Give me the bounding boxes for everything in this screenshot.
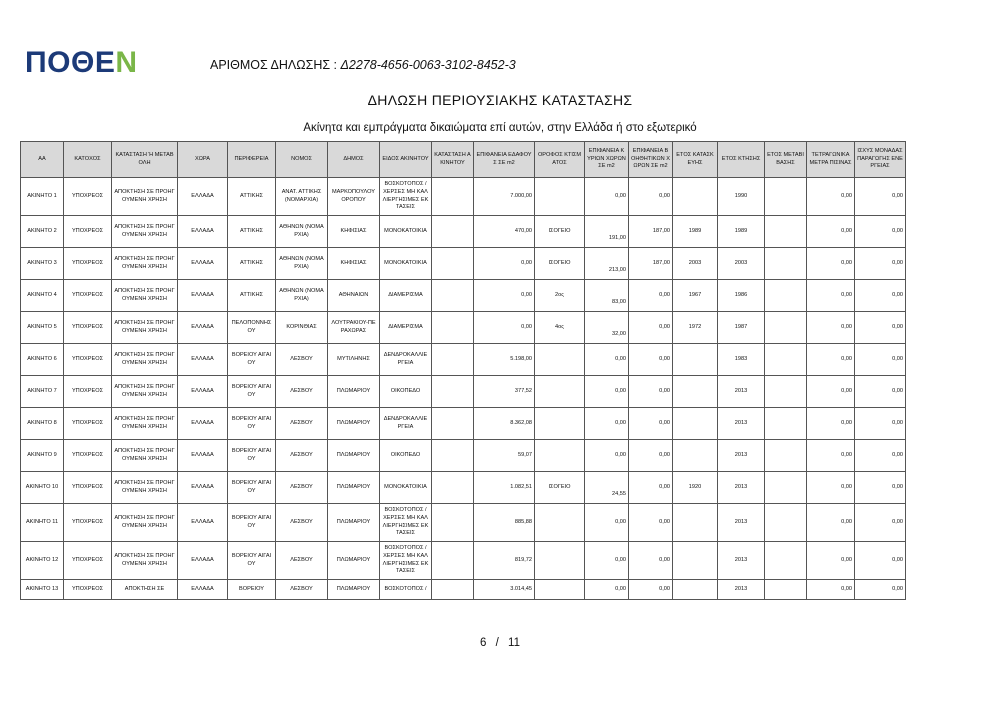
cell-holder: ΥΠΟΧΡΕΟΣ bbox=[64, 504, 112, 542]
cell-region: ΑΤΤΙΚΗΣ bbox=[228, 216, 276, 248]
cell-prefecture: ΛΕΣΒΟΥ bbox=[276, 408, 328, 440]
cell-pool-area: 0,00 bbox=[807, 376, 855, 408]
cell-property-type: ΔΙΑΜΕΡΙΣΜΑ bbox=[380, 312, 432, 344]
cell-property-type: ΔΕΝΔΡΟΚΑΛΛΙΕΡΓΕΙΑ bbox=[380, 408, 432, 440]
cell-region: ΒΟΡΕΙΟΥ ΑΙΓΑΙΟΥ bbox=[228, 472, 276, 504]
cell-main-area: 191,00 bbox=[585, 216, 629, 248]
cell-pool-area: 0,00 bbox=[807, 280, 855, 312]
cell-land-area: 885,88 bbox=[474, 504, 535, 542]
cell-municipality: ΠΛΩΜΑΡΙΟΥ bbox=[328, 376, 380, 408]
declaration-number: Δ2278-4656-0063-3102-8452-3 bbox=[340, 58, 516, 72]
cell-floor bbox=[535, 376, 585, 408]
cell-aa: ΑΚΙΝΗΤΟ 8 bbox=[21, 408, 64, 440]
page-title: ΔΗΛΩΣΗ ΠΕΡΙΟΥΣΙΑΚΗΣ ΚΑΤΑΣΤΑΣΗΣ bbox=[367, 92, 633, 108]
cell-construction-year bbox=[673, 504, 718, 542]
cell-country: ΕΛΛΑΔΑ bbox=[178, 408, 228, 440]
cell-main-area: 0,00 bbox=[585, 504, 629, 542]
cell-aux-area: 0,00 bbox=[629, 376, 673, 408]
cell-status: ΑΠΟΚΤΗΣΗ ΣΕ ΠΡΟΗΓΟΥΜΕΝΗ ΧΡΗΣΗ bbox=[112, 504, 178, 542]
cell-construction-year bbox=[673, 178, 718, 216]
cell-property-status bbox=[432, 216, 474, 248]
cell-region: ΠΕΛΟΠΟΝΝΗΣΟΥ bbox=[228, 312, 276, 344]
cell-transfer-year bbox=[765, 542, 807, 580]
cell-acquisition-year: 1990 bbox=[718, 178, 765, 216]
column-header: ΕΤΟΣ ΚΑΤΑΣΚΕΥΗΣ bbox=[673, 142, 718, 178]
cell-aux-area: 0,00 bbox=[629, 312, 673, 344]
column-header: ΟΡΟΦΟΣ ΚΤΙΣΜΑΤΟΣ bbox=[535, 142, 585, 178]
cell-property-type: ΒΟΣΚΟΤΟΠΟΣ / ΧΕΡΣΕΣ ΜΗ ΚΑΛΛΙΕΡΓΗΣΙΜΕΣ ΕΚΤΑΣΕΙΣ bbox=[380, 542, 432, 580]
cell-construction-year: 1989 bbox=[673, 216, 718, 248]
cell-land-area: 59,07 bbox=[474, 440, 535, 472]
cell-property-type: ΟΙΚΟΠΕΔΟ bbox=[380, 440, 432, 472]
cell-aux-area: 0,00 bbox=[629, 178, 673, 216]
page-subtitle: Ακίνητα και εμπράγματα δικαιώματα επί αυτών, στην Ελλάδα ή στο εξωτερικό bbox=[303, 122, 697, 134]
cell-property-status bbox=[432, 504, 474, 542]
cell-aa: ΑΚΙΝΗΤΟ 4 bbox=[21, 280, 64, 312]
cell-property-status bbox=[432, 178, 474, 216]
cell-transfer-year bbox=[765, 376, 807, 408]
table-row bbox=[21, 440, 906, 472]
cell-status: ΑΠΟΚΤΗΣΗ ΣΕ ΠΡΟΗΓΟΥΜΕΝΗ ΧΡΗΣΗ bbox=[112, 542, 178, 580]
cell-aa: ΑΚΙΝΗΤΟ 13 bbox=[21, 580, 64, 600]
cell-land-area: 7.000,00 bbox=[474, 178, 535, 216]
cell-municipality: ΜΥΤΙΛΗΝΗΣ bbox=[328, 344, 380, 376]
cell-construction-year: 1967 bbox=[673, 280, 718, 312]
cell-country: ΕΛΛΑΔΑ bbox=[178, 376, 228, 408]
cell-aa: ΑΚΙΝΗΤΟ 3 bbox=[21, 248, 64, 280]
cell-construction-year: 1972 bbox=[673, 312, 718, 344]
column-header: ΕΙΔΟΣ ΑΚΙΝΗΤΟΥ bbox=[380, 142, 432, 178]
cell-construction-year: 1920 bbox=[673, 472, 718, 504]
cell-acquisition-year: 1987 bbox=[718, 312, 765, 344]
cell-land-area: 470,00 bbox=[474, 216, 535, 248]
cell-property-type: ΔΕΝΔΡΟΚΑΛΛΙΕΡΓΕΙΑ bbox=[380, 344, 432, 376]
cell-floor bbox=[535, 344, 585, 376]
cell-pool-area: 0,00 bbox=[807, 216, 855, 248]
logo-accent: Ν bbox=[115, 46, 138, 79]
cell-municipality: ΠΛΩΜΑΡΙΟΥ bbox=[328, 472, 380, 504]
cell-construction-year bbox=[673, 542, 718, 580]
cell-property-status bbox=[432, 280, 474, 312]
cell-prefecture: ΑΘΗΝΩΝ (ΝΟΜΑΡΧΙΑ) bbox=[276, 248, 328, 280]
column-header: ΠΕΡΙΦΕΡΕΙΑ bbox=[228, 142, 276, 178]
cell-municipality: ΠΛΩΜΑΡΙΟΥ bbox=[328, 580, 380, 600]
cell-aa: ΑΚΙΝΗΤΟ 12 bbox=[21, 542, 64, 580]
cell-status: ΑΠΟΚΤΗΣΗ ΣΕ ΠΡΟΗΓΟΥΜΕΝΗ ΧΡΗΣΗ bbox=[112, 280, 178, 312]
table-row bbox=[21, 408, 906, 440]
cell-aux-area: 187,00 bbox=[629, 248, 673, 280]
cell-power: 0,00 bbox=[855, 440, 906, 472]
cell-holder: ΥΠΟΧΡΕΟΣ bbox=[64, 376, 112, 408]
column-header: ΝΟΜΟΣ bbox=[276, 142, 328, 178]
cell-floor bbox=[535, 178, 585, 216]
cell-country: ΕΛΛΑΔΑ bbox=[178, 312, 228, 344]
cell-holder: ΥΠΟΧΡΕΟΣ bbox=[64, 408, 112, 440]
cell-region: ΒΟΡΕΙΟΥ bbox=[228, 580, 276, 600]
cell-acquisition-year: 2003 bbox=[718, 248, 765, 280]
cell-holder: ΥΠΟΧΡΕΟΣ bbox=[64, 440, 112, 472]
cell-pool-area: 0,00 bbox=[807, 504, 855, 542]
cell-prefecture: ΛΕΣΒΟΥ bbox=[276, 472, 328, 504]
cell-country: ΕΛΛΑΔΑ bbox=[178, 280, 228, 312]
cell-municipality: ΚΗΦΙΣΙΑΣ bbox=[328, 248, 380, 280]
cell-region: ΒΟΡΕΙΟΥ ΑΙΓΑΙΟΥ bbox=[228, 344, 276, 376]
cell-power: 0,00 bbox=[855, 216, 906, 248]
cell-main-area: 0,00 bbox=[585, 376, 629, 408]
cell-transfer-year bbox=[765, 312, 807, 344]
cell-property-type: ΒΟΣΚΟΤΟΠΟΣ / ΧΕΡΣΕΣ ΜΗ ΚΑΛΛΙΕΡΓΗΣΙΜΕΣ ΕΚΤΑΣΕΙΣ bbox=[380, 178, 432, 216]
cell-acquisition-year: 1983 bbox=[718, 344, 765, 376]
cell-aux-area: 187,00 bbox=[629, 216, 673, 248]
cell-acquisition-year: 2013 bbox=[718, 580, 765, 600]
page-footer bbox=[0, 637, 1000, 649]
cell-main-area: 0,00 bbox=[585, 344, 629, 376]
cell-property-type: ΒΟΣΚΟΤΟΠΟΣ / bbox=[380, 580, 432, 600]
cell-prefecture: ΑΝΑΤ. ΑΤΤΙΚΗΣ (ΝΟΜΑΡΧΙΑ) bbox=[276, 178, 328, 216]
cell-aa: ΑΚΙΝΗΤΟ 11 bbox=[21, 504, 64, 542]
cell-power: 0,00 bbox=[855, 580, 906, 600]
cell-status: ΑΠΟΚΤΗΣΗ ΣΕ ΠΡΟΗΓΟΥΜΕΝΗ ΧΡΗΣΗ bbox=[112, 216, 178, 248]
cell-holder: ΥΠΟΧΡΕΟΣ bbox=[64, 312, 112, 344]
cell-region: ΑΤΤΙΚΗΣ bbox=[228, 248, 276, 280]
cell-construction-year bbox=[673, 344, 718, 376]
cell-status: ΑΠΟΚΤΗΣΗ ΣΕ ΠΡΟΗΓΟΥΜΕΝΗ ΧΡΗΣΗ bbox=[112, 248, 178, 280]
cell-acquisition-year: 2013 bbox=[718, 472, 765, 504]
cell-municipality: ΠΛΩΜΑΡΙΟΥ bbox=[328, 542, 380, 580]
table-row bbox=[21, 312, 906, 344]
cell-municipality: ΠΛΩΜΑΡΙΟΥ bbox=[328, 504, 380, 542]
cell-country: ΕΛΛΑΔΑ bbox=[178, 216, 228, 248]
table-row bbox=[21, 472, 906, 504]
cell-floor bbox=[535, 408, 585, 440]
cell-aa: ΑΚΙΝΗΤΟ 5 bbox=[21, 312, 64, 344]
cell-property-type: ΜΟΝΟΚΑΤΟΙΚΙΑ bbox=[380, 472, 432, 504]
cell-transfer-year bbox=[765, 248, 807, 280]
cell-country: ΕΛΛΑΔΑ bbox=[178, 472, 228, 504]
cell-region: ΒΟΡΕΙΟΥ ΑΙΓΑΙΟΥ bbox=[228, 408, 276, 440]
column-header: ΚΑΤΑΣΤΑΣΗ ΑΚΙΝΗΤΟΥ bbox=[432, 142, 474, 178]
cell-status: ΑΠΟΚΤΗΣΗ ΣΕ ΠΡΟΗΓΟΥΜΕΝΗ ΧΡΗΣΗ bbox=[112, 344, 178, 376]
cell-main-area: 0,00 bbox=[585, 178, 629, 216]
cell-aux-area: 0,00 bbox=[629, 344, 673, 376]
cell-prefecture: ΛΕΣΒΟΥ bbox=[276, 580, 328, 600]
cell-land-area: 1.082,51 bbox=[474, 472, 535, 504]
cell-property-status bbox=[432, 376, 474, 408]
cell-holder: ΥΠΟΧΡΕΟΣ bbox=[64, 178, 112, 216]
cell-acquisition-year: 2013 bbox=[718, 408, 765, 440]
cell-main-area: 0,00 bbox=[585, 542, 629, 580]
cell-power: 0,00 bbox=[855, 504, 906, 542]
cell-main-area: 0,00 bbox=[585, 440, 629, 472]
cell-region: ΑΤΤΙΚΗΣ bbox=[228, 178, 276, 216]
cell-land-area: 0,00 bbox=[474, 280, 535, 312]
table-header-row bbox=[21, 142, 906, 178]
cell-country: ΕΛΛΑΔΑ bbox=[178, 580, 228, 600]
cell-municipality: ΑΘΗΝΑΙΩΝ bbox=[328, 280, 380, 312]
cell-property-type: ΔΙΑΜΕΡΙΣΜΑ bbox=[380, 280, 432, 312]
cell-transfer-year bbox=[765, 408, 807, 440]
cell-main-area: 24,55 bbox=[585, 472, 629, 504]
cell-holder: ΥΠΟΧΡΕΟΣ bbox=[64, 542, 112, 580]
table-row bbox=[21, 344, 906, 376]
cell-municipality: ΠΛΩΜΑΡΙΟΥ bbox=[328, 408, 380, 440]
cell-acquisition-year: 1989 bbox=[718, 216, 765, 248]
table-row bbox=[21, 504, 906, 542]
cell-main-area: 213,00 bbox=[585, 248, 629, 280]
cell-construction-year: 2003 bbox=[673, 248, 718, 280]
cell-property-type: ΜΟΝΟΚΑΤΟΙΚΙΑ bbox=[380, 216, 432, 248]
cell-region: ΒΟΡΕΙΟΥ ΑΙΓΑΙΟΥ bbox=[228, 376, 276, 408]
cell-status: ΑΠΟΚΤΗΣΗ ΣΕ ΠΡΟΗΓΟΥΜΕΝΗ ΧΡΗΣΗ bbox=[112, 440, 178, 472]
column-header: ΙΣΧΥΣ ΜΟΝΑΔΑΣ ΠΑΡΑΓΩΓΗΣ ΕΝΕΡΓΕΙΑΣ bbox=[855, 142, 906, 178]
cell-aa: ΑΚΙΝΗΤΟ 6 bbox=[21, 344, 64, 376]
cell-aa: ΑΚΙΝΗΤΟ 1 bbox=[21, 178, 64, 216]
cell-transfer-year bbox=[765, 472, 807, 504]
cell-region: ΑΤΤΙΚΗΣ bbox=[228, 280, 276, 312]
column-header: ΕΠΙΦΑΝΕΙΑ ΕΔΑΦΟΥΣ ΣΕ m2 bbox=[474, 142, 535, 178]
column-header: ΔΗΜΟΣ bbox=[328, 142, 380, 178]
logo bbox=[25, 48, 138, 78]
table-row bbox=[21, 248, 906, 280]
cell-prefecture: ΛΕΣΒΟΥ bbox=[276, 504, 328, 542]
cell-property-status bbox=[432, 312, 474, 344]
cell-acquisition-year: 2013 bbox=[718, 542, 765, 580]
cell-acquisition-year: 1986 bbox=[718, 280, 765, 312]
cell-construction-year bbox=[673, 376, 718, 408]
cell-land-area: 819,72 bbox=[474, 542, 535, 580]
column-header: ΚΑΤΟΧΟΣ bbox=[64, 142, 112, 178]
cell-holder: ΥΠΟΧΡΕΟΣ bbox=[64, 472, 112, 504]
cell-property-status bbox=[432, 344, 474, 376]
column-header: ΤΕΤΡΑΓΩΝΙΚΑ ΜΕΤΡΑ ΠΙΣΙΝΑΣ bbox=[807, 142, 855, 178]
cell-floor: 2ος bbox=[535, 280, 585, 312]
cell-region: ΒΟΡΕΙΟΥ ΑΙΓΑΙΟΥ bbox=[228, 440, 276, 472]
cell-transfer-year bbox=[765, 440, 807, 472]
column-header: ΧΩΡΑ bbox=[178, 142, 228, 178]
cell-prefecture: ΛΕΣΒΟΥ bbox=[276, 542, 328, 580]
cell-land-area: 5.198,00 bbox=[474, 344, 535, 376]
cell-acquisition-year: 2013 bbox=[718, 376, 765, 408]
cell-main-area: 0,00 bbox=[585, 580, 629, 600]
cell-country: ΕΛΛΑΔΑ bbox=[178, 504, 228, 542]
cell-power: 0,00 bbox=[855, 376, 906, 408]
cell-pool-area: 0,00 bbox=[807, 344, 855, 376]
column-header: ΕΠΙΦΑΝΕΙΑ ΒΟΗΘΗΤΙΚΩΝ ΧΩΡΩΝ ΣΕ m2 bbox=[629, 142, 673, 178]
cell-prefecture: ΑΘΗΝΩΝ (ΝΟΜΑΡΧΙΑ) bbox=[276, 280, 328, 312]
declaration-number-line bbox=[210, 58, 516, 72]
cell-floor: ΙΣΟΓΕΙΟ bbox=[535, 248, 585, 280]
cell-status: ΑΠΟΚΤΗΣΗ ΣΕ ΠΡΟΗΓΟΥΜΕΝΗ ΧΡΗΣΗ bbox=[112, 408, 178, 440]
cell-pool-area: 0,00 bbox=[807, 472, 855, 504]
cell-transfer-year bbox=[765, 344, 807, 376]
cell-property-status bbox=[432, 472, 474, 504]
cell-prefecture: ΑΘΗΝΩΝ (ΝΟΜΑΡΧΙΑ) bbox=[276, 216, 328, 248]
cell-construction-year bbox=[673, 408, 718, 440]
cell-country: ΕΛΛΑΔΑ bbox=[178, 542, 228, 580]
cell-transfer-year bbox=[765, 178, 807, 216]
logo-main: ΠΟΘΕ bbox=[25, 46, 116, 79]
cell-holder: ΥΠΟΧΡΕΟΣ bbox=[64, 344, 112, 376]
cell-pool-area: 0,00 bbox=[807, 580, 855, 600]
cell-property-status bbox=[432, 580, 474, 600]
cell-property-status bbox=[432, 248, 474, 280]
cell-holder: ΥΠΟΧΡΕΟΣ bbox=[64, 216, 112, 248]
cell-land-area: 8.362,08 bbox=[474, 408, 535, 440]
page-number-total: 11 bbox=[508, 637, 520, 649]
table-row bbox=[21, 216, 906, 248]
table-row bbox=[21, 280, 906, 312]
cell-municipality: ΛΟΥΤΡΑΚΙΟΥ-ΠΕΡΑΧΩΡΑΣ bbox=[328, 312, 380, 344]
cell-municipality: ΚΗΦΙΣΙΑΣ bbox=[328, 216, 380, 248]
cell-transfer-year bbox=[765, 580, 807, 600]
cell-land-area: 377,52 bbox=[474, 376, 535, 408]
cell-land-area: 0,00 bbox=[474, 248, 535, 280]
cell-prefecture: ΛΕΣΒΟΥ bbox=[276, 376, 328, 408]
table-row bbox=[21, 376, 906, 408]
cell-municipality: ΜΑΡΚΟΠΟΥΛΟΥ ΟΡΟΠΟΥ bbox=[328, 178, 380, 216]
cell-main-area: 32,00 bbox=[585, 312, 629, 344]
cell-prefecture: ΚΟΡΙΝΘΙΑΣ bbox=[276, 312, 328, 344]
cell-aux-area: 0,00 bbox=[629, 504, 673, 542]
cell-holder: ΥΠΟΧΡΕΟΣ bbox=[64, 280, 112, 312]
cell-transfer-year bbox=[765, 280, 807, 312]
cell-power: 0,00 bbox=[855, 178, 906, 216]
cell-country: ΕΛΛΑΔΑ bbox=[178, 344, 228, 376]
cell-aux-area: 0,00 bbox=[629, 580, 673, 600]
cell-main-area: 83,00 bbox=[585, 280, 629, 312]
cell-region: ΒΟΡΕΙΟΥ ΑΙΓΑΙΟΥ bbox=[228, 504, 276, 542]
cell-construction-year bbox=[673, 580, 718, 600]
cell-country: ΕΛΛΑΔΑ bbox=[178, 248, 228, 280]
cell-transfer-year bbox=[765, 504, 807, 542]
cell-country: ΕΛΛΑΔΑ bbox=[178, 440, 228, 472]
cell-pool-area: 0,00 bbox=[807, 440, 855, 472]
cell-pool-area: 0,00 bbox=[807, 542, 855, 580]
cell-aa: ΑΚΙΝΗΤΟ 10 bbox=[21, 472, 64, 504]
cell-pool-area: 0,00 bbox=[807, 248, 855, 280]
cell-holder: ΥΠΟΧΡΕΟΣ bbox=[64, 580, 112, 600]
cell-status: ΑΠΟΚΤΗΣΗ ΣΕ bbox=[112, 580, 178, 600]
cell-prefecture: ΛΕΣΒΟΥ bbox=[276, 440, 328, 472]
cell-power: 0,00 bbox=[855, 344, 906, 376]
cell-status: ΑΠΟΚΤΗΣΗ ΣΕ ΠΡΟΗΓΟΥΜΕΝΗ ΧΡΗΣΗ bbox=[112, 472, 178, 504]
cell-region: ΒΟΡΕΙΟΥ ΑΙΓΑΙΟΥ bbox=[228, 542, 276, 580]
cell-pool-area: 0,00 bbox=[807, 178, 855, 216]
cell-floor: ΙΣΟΓΕΙΟ bbox=[535, 472, 585, 504]
cell-land-area: 3.014,45 bbox=[474, 580, 535, 600]
table-row bbox=[21, 178, 906, 216]
cell-aux-area: 0,00 bbox=[629, 408, 673, 440]
cell-power: 0,00 bbox=[855, 472, 906, 504]
cell-status: ΑΠΟΚΤΗΣΗ ΣΕ ΠΡΟΗΓΟΥΜΕΝΗ ΧΡΗΣΗ bbox=[112, 178, 178, 216]
cell-aa: ΑΚΙΝΗΤΟ 9 bbox=[21, 440, 64, 472]
column-header: ΚΑΤΑΣΤΑΣΗ Ή ΜΕΤΑΒΟΛΗ bbox=[112, 142, 178, 178]
cell-floor: ΙΣΟΓΕΙΟ bbox=[535, 216, 585, 248]
cell-property-type: ΒΟΣΚΟΤΟΠΟΣ / ΧΕΡΣΕΣ ΜΗ ΚΑΛΛΙΕΡΓΗΣΙΜΕΣ ΕΚΤΑΣΕΙΣ bbox=[380, 504, 432, 542]
cell-holder: ΥΠΟΧΡΕΟΣ bbox=[64, 248, 112, 280]
cell-pool-area: 0,00 bbox=[807, 408, 855, 440]
column-header: ΕΤΟΣ ΜΕΤΑΒΙΒΑΣΗΣ bbox=[765, 142, 807, 178]
table-row bbox=[21, 542, 906, 580]
cell-aa: ΑΚΙΝΗΤΟ 7 bbox=[21, 376, 64, 408]
cell-acquisition-year: 2013 bbox=[718, 440, 765, 472]
cell-pool-area: 0,00 bbox=[807, 312, 855, 344]
page-number-separator: / bbox=[495, 637, 499, 649]
cell-prefecture: ΛΕΣΒΟΥ bbox=[276, 344, 328, 376]
cell-power: 0,00 bbox=[855, 408, 906, 440]
cell-floor bbox=[535, 440, 585, 472]
declaration-label: ΑΡΙΘΜΟΣ ΔΗΛΩΣΗΣ : bbox=[210, 58, 338, 72]
cell-property-status bbox=[432, 440, 474, 472]
cell-aa: ΑΚΙΝΗΤΟ 2 bbox=[21, 216, 64, 248]
cell-acquisition-year: 2013 bbox=[718, 504, 765, 542]
column-header: ΕΤΟΣ ΚΤΗΣΗΣ bbox=[718, 142, 765, 178]
cell-construction-year bbox=[673, 440, 718, 472]
cell-power: 0,00 bbox=[855, 542, 906, 580]
cell-aux-area: 0,00 bbox=[629, 542, 673, 580]
cell-land-area: 0,00 bbox=[474, 312, 535, 344]
cell-aux-area: 0,00 bbox=[629, 472, 673, 504]
cell-property-type: ΟΙΚΟΠΕΔΟ bbox=[380, 376, 432, 408]
cell-property-status bbox=[432, 542, 474, 580]
cell-floor: 4ος bbox=[535, 312, 585, 344]
page-number-current: 6 bbox=[480, 637, 487, 649]
table-row bbox=[21, 580, 906, 600]
cell-country: ΕΛΛΑΔΑ bbox=[178, 178, 228, 216]
cell-status: ΑΠΟΚΤΗΣΗ ΣΕ ΠΡΟΗΓΟΥΜΕΝΗ ΧΡΗΣΗ bbox=[112, 312, 178, 344]
cell-power: 0,00 bbox=[855, 248, 906, 280]
cell-floor bbox=[535, 580, 585, 600]
cell-property-type: ΜΟΝΟΚΑΤΟΙΚΙΑ bbox=[380, 248, 432, 280]
cell-floor bbox=[535, 542, 585, 580]
cell-aux-area: 0,00 bbox=[629, 440, 673, 472]
cell-main-area: 0,00 bbox=[585, 408, 629, 440]
table-body bbox=[21, 178, 906, 600]
cell-property-status bbox=[432, 408, 474, 440]
column-header: ΕΠΙΦΑΝΕΙΑ ΚΥΡΙΩΝ ΧΩΡΩΝ ΣΕ m2 bbox=[585, 142, 629, 178]
property-table bbox=[20, 141, 906, 600]
cell-transfer-year bbox=[765, 216, 807, 248]
cell-power: 0,00 bbox=[855, 312, 906, 344]
cell-power: 0,00 bbox=[855, 280, 906, 312]
cell-municipality: ΠΛΩΜΑΡΙΟΥ bbox=[328, 440, 380, 472]
cell-aux-area: 0,00 bbox=[629, 280, 673, 312]
cell-floor bbox=[535, 504, 585, 542]
column-header: ΑΑ bbox=[21, 142, 64, 178]
cell-status: ΑΠΟΚΤΗΣΗ ΣΕ ΠΡΟΗΓΟΥΜΕΝΗ ΧΡΗΣΗ bbox=[112, 376, 178, 408]
